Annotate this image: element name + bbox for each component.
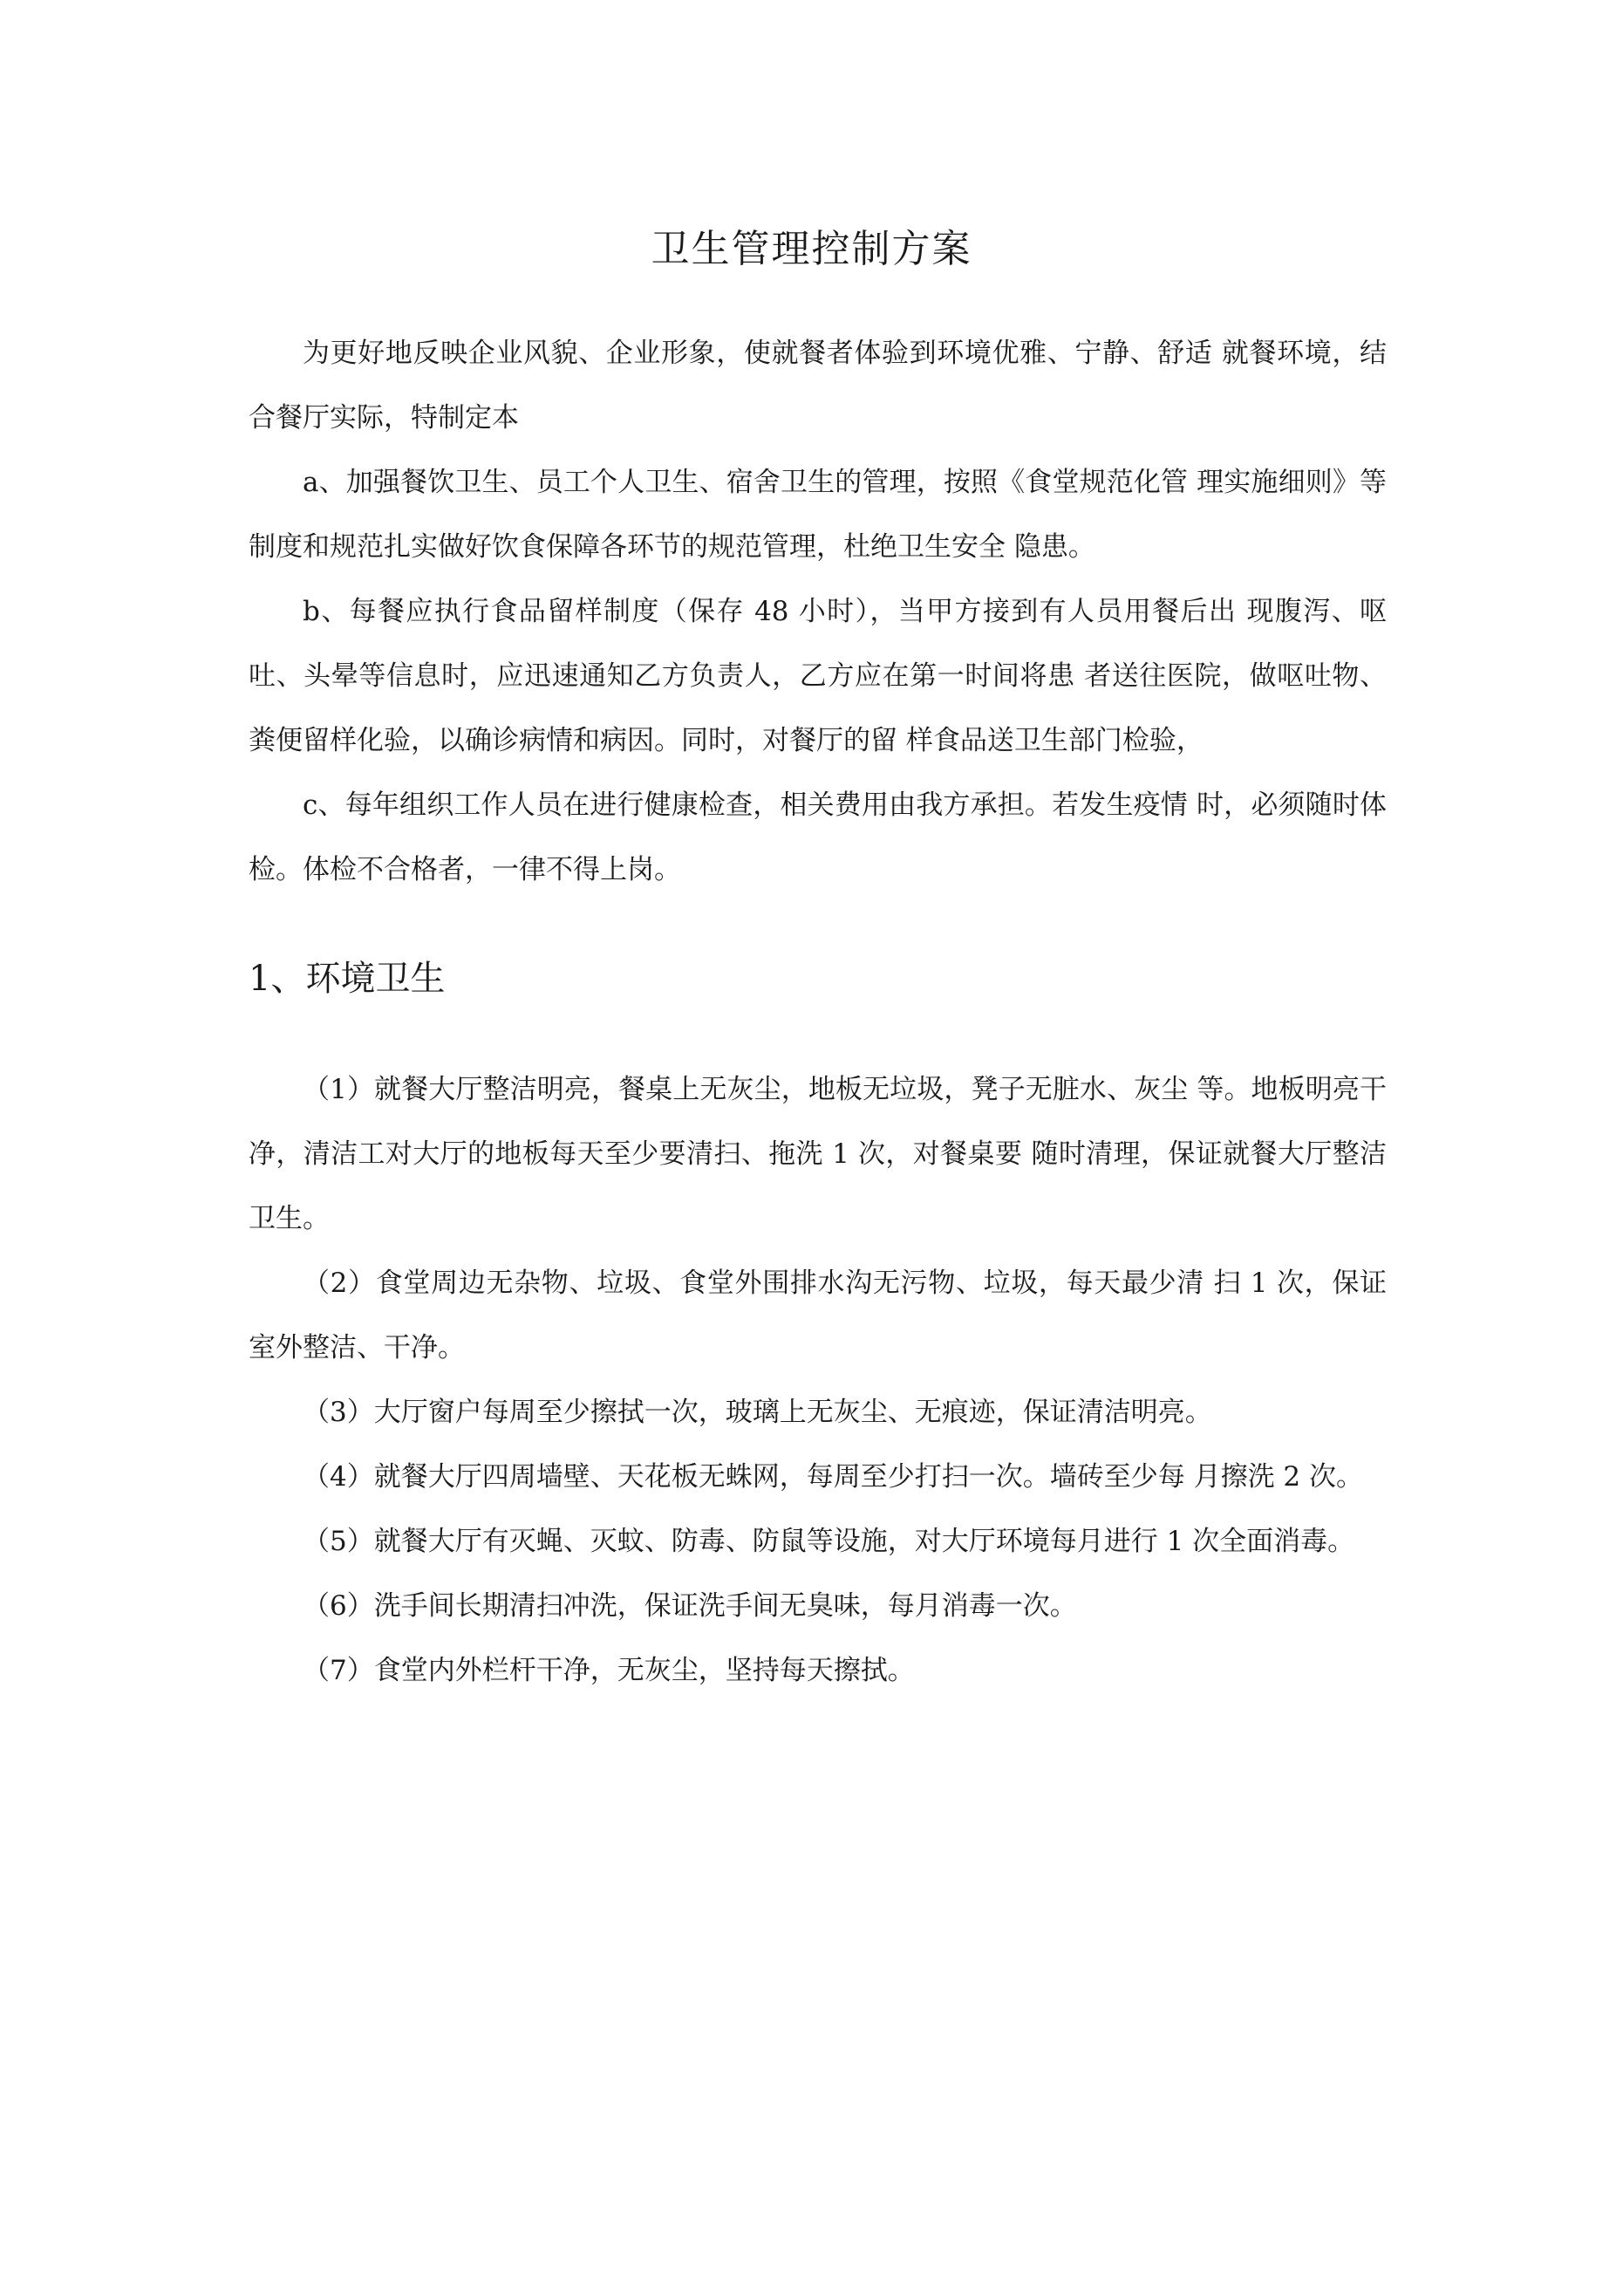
document-title: 卫生管理控制方案	[651, 227, 972, 271]
section1-item-4: （4）就餐大厅四周墙壁、天花板无蛛网，每周至少打扫一次。墙砖至少每 月擦洗 2 次。	[303, 1461, 1364, 1493]
intro-item-a: a、加强餐饮卫生、员工个人卫生、宿舍卫生的管理，按照《食堂规范化管 理实施细则》等制度和规范扎实做好饮食保障各环节的规范管理，杜绝卫生安全 隐患。	[249, 467, 1387, 563]
document-body	[249, 321, 1387, 1703]
section1-item-7: （7）食堂内外栏杆干净，无灰尘，坚持每天擦拭。	[303, 1655, 915, 1686]
section1-item-3: （3）大厅窗户每周至少擦拭一次，玻璃上无灰尘、无痕迹，保证清洁明亮。	[303, 1397, 1212, 1428]
section1-item-2: （2）食堂周边无杂物、垃圾、食堂外围排水沟无污物、垃圾，每天最少清 扫 1 次，保证室外整洁、干净。	[249, 1268, 1387, 1363]
intro-paragraph: 为更好地反映企业风貌、企业形象，使就餐者体验到环境优雅、宁静、舒适 就餐环境，结合餐厅实际，特制定本	[249, 338, 1387, 434]
section1-item-6: （6）洗手间长期清扫冲洗，保证洗手间无臭味，每月消毒一次。	[303, 1590, 1077, 1622]
intro-item-b: b、每餐应执行食品留样制度（保存 48 小时），当甲方接到有人员用餐后出 现腹泻、呕吐、头晕等信息时，应迅速通知乙方负责人，乙方应在第一时间将患 者送往医院，做呕吐物、粪便留样化验，以确诊病情和病因。同时，对餐厅的留 样食品送卫生部门检验，	[249, 596, 1387, 756]
section1-item-5: （5）就餐大厅有灭蝇、灭蚊、防毒、防鼠等设施，对大厅环境每月进行 1 次全面消毒。	[303, 1526, 1355, 1557]
intro-item-c: c、每年组织工作人员在进行健康检查，相关费用由我方承担。若发生疫情 时，必须随时体检。体检不合格者，一律不得上岗。	[249, 789, 1387, 885]
section1-item-1: （1）就餐大厅整洁明亮，餐桌上无灰尘，地板无垃圾，凳子无脏水、灰尘 等。地板明亮干净，清洁工对大厅的地板每天至少要清扫、拖洗 1 次，对餐桌要 随时清理，保证就餐大厅整洁卫生。	[249, 1074, 1387, 1234]
section-heading-environment: 1、环境卫生	[249, 959, 446, 999]
